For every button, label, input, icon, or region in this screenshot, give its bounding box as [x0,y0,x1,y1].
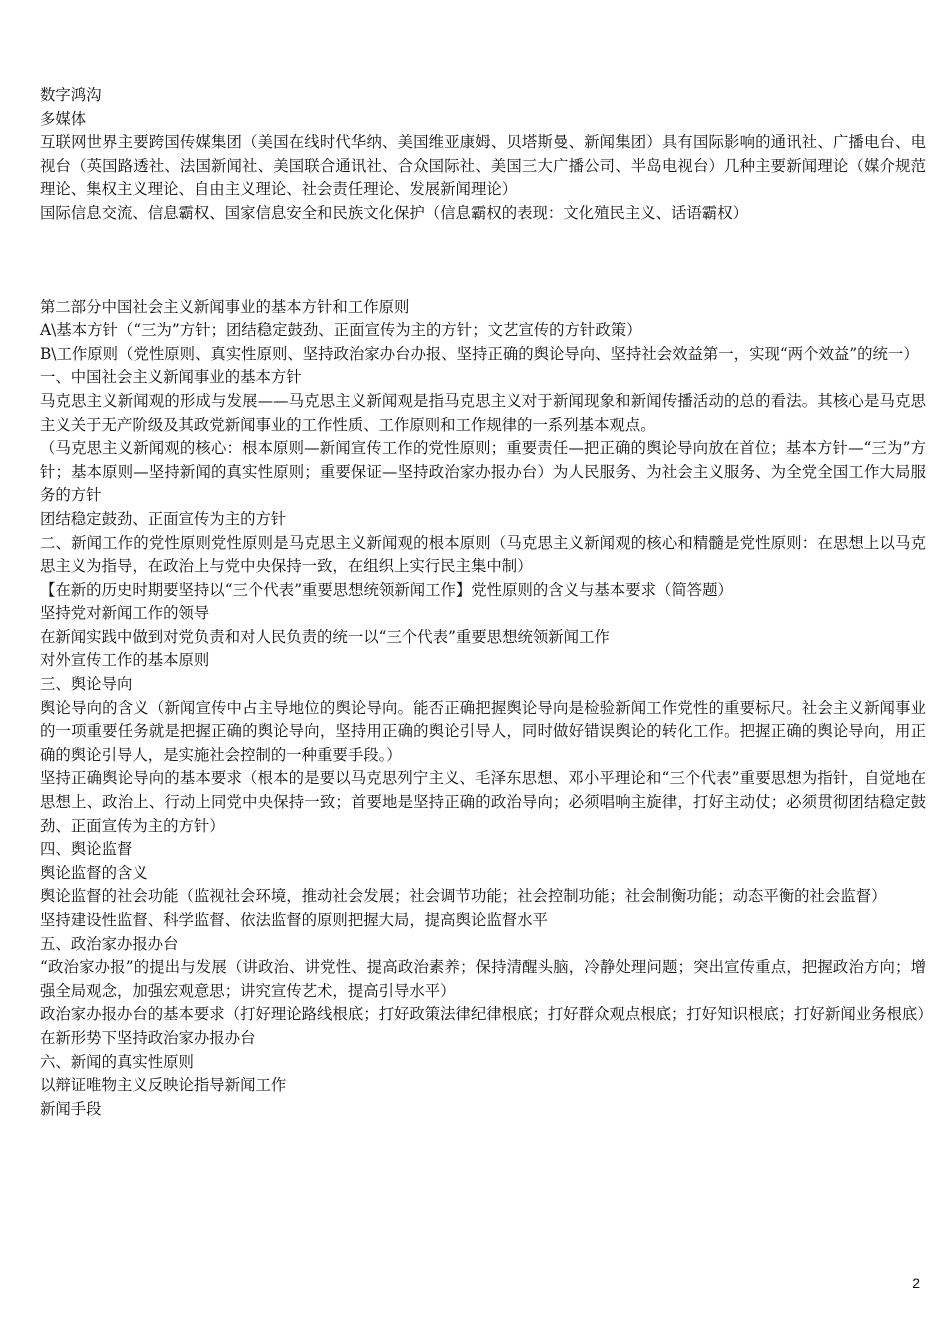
paragraph: 政治家办报办台的基本要求（打好理论路线根底；打好政策法律纪律根底；打好群众观点根底；打好知识根底；打好新闻业务根底） [40,1005,933,1024]
paragraph: 坚持党对新闻工作的领导 [40,604,210,623]
paragraph: 团结稳定鼓劲、正面宣传为主的方针 [40,509,287,528]
paragraph: 国际信息交流、信息霸权、国家信息安全和民族文化保护（信息霸权的表现：文化殖民主义、话语霸权） [40,203,748,222]
section-title: 第二部分中国社会主义新闻事业的基本方针和工作原则 [40,297,410,316]
paragraph: （马克思主义新闻观的核心：根本原则—新闻宣传工作的党性原则；重要责任—把正确的舆论导向放在首位；基本方针—“三为”方针；基本原则—坚持新闻的真实性原则；重要保证—坚持政治家办报办台）为人民服务、为社会主义服务、为全党全国工作大局服务的方针 [40,439,926,505]
paragraph: 【在新的历史时期要坚持以“三个代表”重要思想统领新闻工作】党性原则的含义与基本要求（简答题） [40,580,733,599]
paragraph: 对外宣传工作的基本原则 [40,651,210,670]
paragraph: 多媒体 [40,109,87,128]
paragraph: 舆论导向的含义（新闻宣传中占主导地位的舆论导向。能否正确把握舆论导向是检验新闻工作党性的重要标尺。社会主义新闻事业的一项重要任务就是把握正确的舆论导向，坚持用正确的舆论引导人，同时做好错误舆论的转化工作。把握正确的舆论导向，用正确的舆论引导人，是实施社会控制的一种重要手段。） [40,698,926,764]
heading-4: 四、舆论监督 [40,840,133,859]
document-body [40,84,933,1121]
paragraph: 马克思主义新闻观的形成与发展——马克思主义新闻观是指马克思主义对于新闻现象和新闻传播活动的总的看法。其核心是马克思主义关于无产阶级及其政党新闻事业的工作性质、工作原则和工作规律的一系列基本观点。 [40,391,926,434]
page-number: 2 [912,1275,920,1291]
heading-5: 五、政治家办报办台 [40,934,179,953]
paragraph: 坚持正确舆论导向的基本要求（根本的是要以马克思列宁主义、毛泽东思想、邓小平理论和“三个代表”重要思想为指针，自觉地在思想上、政治上、行动上同党中央保持一致；首要地是坚持正确的政治导向；必须唱响主旋律，打好主动仗；必须贯彻团结稳定鼓劲、正面宣传为主的方针） [40,769,926,835]
paragraph: 以辩证唯物主义反映论指导新闻工作 [40,1076,287,1095]
heading-1: 一、中国社会主义新闻事业的基本方针 [40,368,302,387]
paragraph: 数字鸿沟 [40,86,102,104]
heading-6: 六、新闻的真实性原则 [40,1052,194,1071]
paragraph: 新闻手段 [40,1099,102,1118]
paragraph: 舆论监督的含义 [40,863,148,882]
paragraph: “政治家办报”的提出与发展（讲政治、讲党性、提高政治素养；保持清醒头脑，冷静处理问题；突出宣传重点，把握政治方向；增强全局观念，加强宏观意思；讲究宣传艺术，提高引导水平） [40,958,926,1000]
paragraph: A\基本方针（“三为”方针；团结稳定鼓劲、正面宣传为主的方针；文艺宣传的方针政策） [40,321,642,340]
section-gap [40,226,926,296]
paragraph: 在新闻实践中做到对党负责和对人民负责的统一以“三个代表”重要思想统领新闻工作 [40,627,610,646]
paragraph: B\工作原则（党性原则、真实性原则、坚持政治家办台办报、坚持正确的舆论导向、坚持社会效益第一，实现“两个效益”的统一） [40,344,919,363]
heading-2: 二、新闻工作的党性原则党性原则是马克思主义新闻观的根本原则（马克思主义新闻观的核心和精髓是党性原则：在思想上以马克思主义为指导，在政治上与党中央保持一致，在组织上实行民主集中制） [40,533,926,576]
paragraph: 坚持建设性监督、科学监督、依法监督的原则把握大局，提高舆论监督水平 [40,911,548,929]
paragraph: 互联网世界主要跨国传媒集团（美国在线时代华纳、美国维亚康姆、贝塔斯曼、新闻集团）具有国际影响的通讯社、广播电台、电视台（英国路透社、法国新闻社、美国联合通讯社、合众国际社、美国三大广播公司、半岛电视台）几种主要新闻理论（媒介规范理论、集权主义理论、自由主义理论、社会责任理论、发展新闻理论） [40,133,926,199]
paragraph: 舆论监督的社会功能（监视社会环境，推动社会发展；社会调节功能；社会控制功能；社会制衡功能；动态平衡的社会监督） [40,887,887,906]
heading-3: 三、舆论导向 [40,675,133,694]
paragraph: 在新形势下坚持政治家办报办台 [40,1028,256,1047]
